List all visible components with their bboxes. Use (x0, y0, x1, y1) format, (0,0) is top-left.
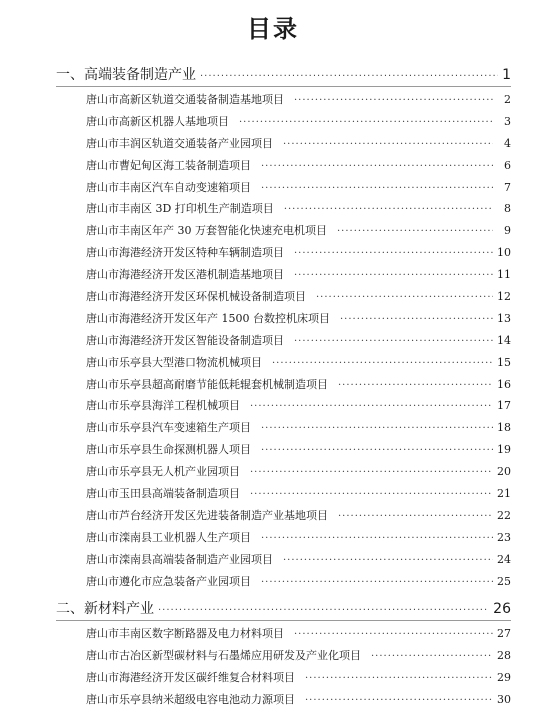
toc-entry-page-number: 17 (497, 399, 511, 413)
toc-entry[interactable] (56, 667, 511, 689)
toc-entry-page-number: 12 (497, 290, 511, 304)
dot-leader (250, 484, 493, 506)
toc-entry-title: 唐山市乐亭县超高耐磨节能低耗辊套机械制造项目 (86, 377, 328, 391)
toc-entry-page-number: 14 (497, 333, 511, 347)
section-entries (56, 623, 511, 711)
toc-entry-title: 唐山市海港经济开发区特种车辆制造项目 (86, 246, 284, 260)
toc-entry-title: 唐山市海港经济开发区港机制造基地项目 (86, 268, 284, 282)
toc-entry[interactable] (56, 242, 511, 264)
toc-entry[interactable] (56, 549, 511, 571)
toc-entry-title: 唐山市滦南县高端装备制造产业园项目 (86, 552, 273, 566)
toc-entry-title: 唐山市高新区轨道交通装备制造基地项目 (86, 93, 284, 106)
toc-entry-title: 唐山市海港经济开发区环保机械设备制造项目 (86, 290, 306, 304)
dot-leader (338, 375, 493, 397)
toc-entry[interactable] (56, 111, 511, 133)
toc-entry[interactable] (56, 395, 511, 417)
dot-leader (158, 600, 489, 622)
section-number: 二、 (56, 601, 84, 618)
toc-entry-title: 唐山市玉田县高端装备制造项目 (86, 487, 240, 501)
dot-leader (250, 396, 493, 418)
dot-leader (261, 440, 493, 462)
section-heading[interactable] (56, 64, 511, 86)
toc-entry-title: 唐山市乐亭县大型港口物流机械项目 (86, 355, 262, 369)
toc-entry-page-number: 16 (497, 377, 511, 391)
toc-entry-title: 唐山市丰南区汽车自动变速箱项目 (86, 180, 251, 194)
toc-entry-page-number: 6 (504, 158, 511, 172)
dot-leader (305, 690, 493, 712)
toc-entry-page-number: 22 (497, 508, 511, 522)
dot-leader (239, 112, 493, 134)
dot-leader (261, 528, 493, 550)
toc-entry-page-number: 28 (497, 649, 511, 663)
toc-entry-title: 唐山市海港经济开发区碳纤维复合材料项目 (86, 671, 295, 685)
toc-entry-page-number: 7 (504, 180, 511, 194)
toc-entry-page-number: 3 (504, 114, 511, 128)
page-title: 目录 (247, 15, 299, 43)
toc-entry-title: 唐山市丰南区年产 30 万套智能化快速充电机项目 (86, 224, 327, 238)
dot-leader (261, 572, 493, 594)
toc-entry-title: 唐山市丰南区 3D 打印机生产制造项目 (86, 202, 274, 216)
toc-entry-page-number: 13 (497, 311, 511, 325)
dot-leader (294, 90, 493, 112)
toc-entry-page-number: 11 (497, 268, 511, 282)
section-title: 高端装备制造产业 (84, 67, 196, 83)
section-page-number: 1 (502, 67, 511, 83)
toc-entry[interactable] (56, 308, 511, 330)
toc-entry[interactable] (56, 264, 511, 286)
toc-entry[interactable] (56, 177, 511, 199)
dot-leader (294, 331, 493, 353)
toc-entry[interactable] (56, 417, 511, 439)
dot-leader (283, 550, 493, 572)
toc-entry-page-number: 29 (497, 671, 511, 685)
toc-entry-page-number: 24 (497, 552, 511, 566)
toc-entry-title: 唐山市海港经济开发区智能设备制造项目 (86, 333, 284, 347)
toc-entry-title: 唐山市曹妃甸区海工装备制造项目 (86, 158, 251, 172)
dot-leader (261, 156, 493, 178)
toc-entry-page-number: 4 (504, 136, 511, 150)
toc-entry-page-number: 23 (497, 530, 511, 544)
toc-entry-title: 唐山市滦南县工业机器人生产项目 (86, 530, 251, 544)
toc-entry-title: 唐山市遵化市应急装备产业园项目 (86, 574, 251, 588)
dot-leader (272, 353, 493, 375)
dot-leader (371, 646, 493, 668)
toc-entry[interactable] (56, 623, 511, 645)
toc-entry-page-number: 15 (497, 355, 511, 369)
toc-entry[interactable] (56, 461, 511, 483)
toc-entry-title: 唐山市乐亭县无人机产业园项目 (86, 465, 240, 479)
toc-entry-page-number: 8 (504, 202, 511, 216)
toc-entry-page-number: 30 (497, 693, 511, 707)
toc-entry[interactable] (56, 198, 511, 220)
toc-entry-title: 唐山市海港经济开发区年产 1500 台数控机床项目 (86, 311, 330, 325)
toc-entry[interactable] (56, 89, 511, 111)
dot-leader (294, 624, 493, 646)
section-page-number: 26 (493, 601, 511, 618)
toc-entry-page-number: 18 (497, 421, 511, 435)
toc-entry[interactable] (56, 352, 511, 374)
toc-entry-title: 唐山市乐亭县纳米超级电容电池动力源项目 (86, 693, 295, 707)
toc-entry-page-number: 9 (504, 224, 511, 238)
dot-leader (284, 199, 493, 221)
toc-entry-page-number: 27 (497, 627, 511, 641)
toc-entry-title: 唐山市芦台经济开发区先进装备制造产业基地项目 (86, 508, 328, 522)
table-of-contents (56, 64, 511, 711)
dot-leader (283, 134, 493, 156)
dot-leader (261, 418, 493, 440)
toc-entry[interactable] (56, 571, 511, 593)
toc-entry-page-number: 19 (497, 443, 511, 457)
toc-entry[interactable] (56, 645, 511, 667)
toc-entry-title: 唐山市丰南区数字断路器及电力材料项目 (86, 627, 284, 641)
toc-entry-page-number: 21 (497, 487, 511, 501)
section-heading[interactable] (56, 598, 511, 620)
dot-leader (250, 462, 493, 484)
toc-entry-title: 唐山市乐亭县汽车变速箱生产项目 (86, 421, 251, 435)
toc-entry-title: 唐山市乐亭县海洋工程机械项目 (86, 399, 240, 413)
toc-entry[interactable] (56, 689, 511, 711)
dot-leader (261, 178, 493, 200)
toc-entry-title: 唐山市古冶区新型碳材料与石墨烯应用研发及产业化项目 (86, 649, 361, 663)
dot-leader (200, 66, 498, 88)
toc-entry-page-number: 2 (504, 93, 511, 106)
toc-entry[interactable] (56, 330, 511, 352)
toc-entry-title: 唐山市丰润区轨道交通装备产业园项目 (86, 136, 273, 150)
dot-leader (294, 243, 493, 265)
toc-entry-page-number: 20 (497, 465, 511, 479)
toc-entry[interactable] (56, 286, 511, 308)
toc-entry[interactable] (56, 155, 511, 177)
section-entries (56, 89, 511, 592)
dot-leader (316, 287, 493, 309)
toc-entry[interactable] (56, 505, 511, 527)
toc-entry[interactable] (56, 527, 511, 549)
toc-entry-page-number: 10 (497, 246, 511, 260)
toc-entry[interactable] (56, 374, 511, 396)
dot-leader (338, 506, 493, 528)
toc-entry[interactable] (56, 483, 511, 505)
dot-leader (340, 309, 493, 331)
toc-entry-title: 唐山市高新区机器人基地项目 (86, 114, 229, 128)
toc-entry-page-number: 25 (497, 574, 511, 588)
toc-entry[interactable] (56, 133, 511, 155)
section-title: 新材料产业 (84, 601, 154, 618)
dot-leader (305, 668, 493, 690)
toc-entry[interactable] (56, 439, 511, 461)
section-number: 一、 (56, 67, 84, 83)
toc-entry[interactable] (56, 220, 511, 242)
dot-leader (337, 221, 493, 243)
dot-leader (294, 265, 493, 287)
toc-entry-title: 唐山市乐亭县生命探测机器人项目 (86, 443, 251, 457)
